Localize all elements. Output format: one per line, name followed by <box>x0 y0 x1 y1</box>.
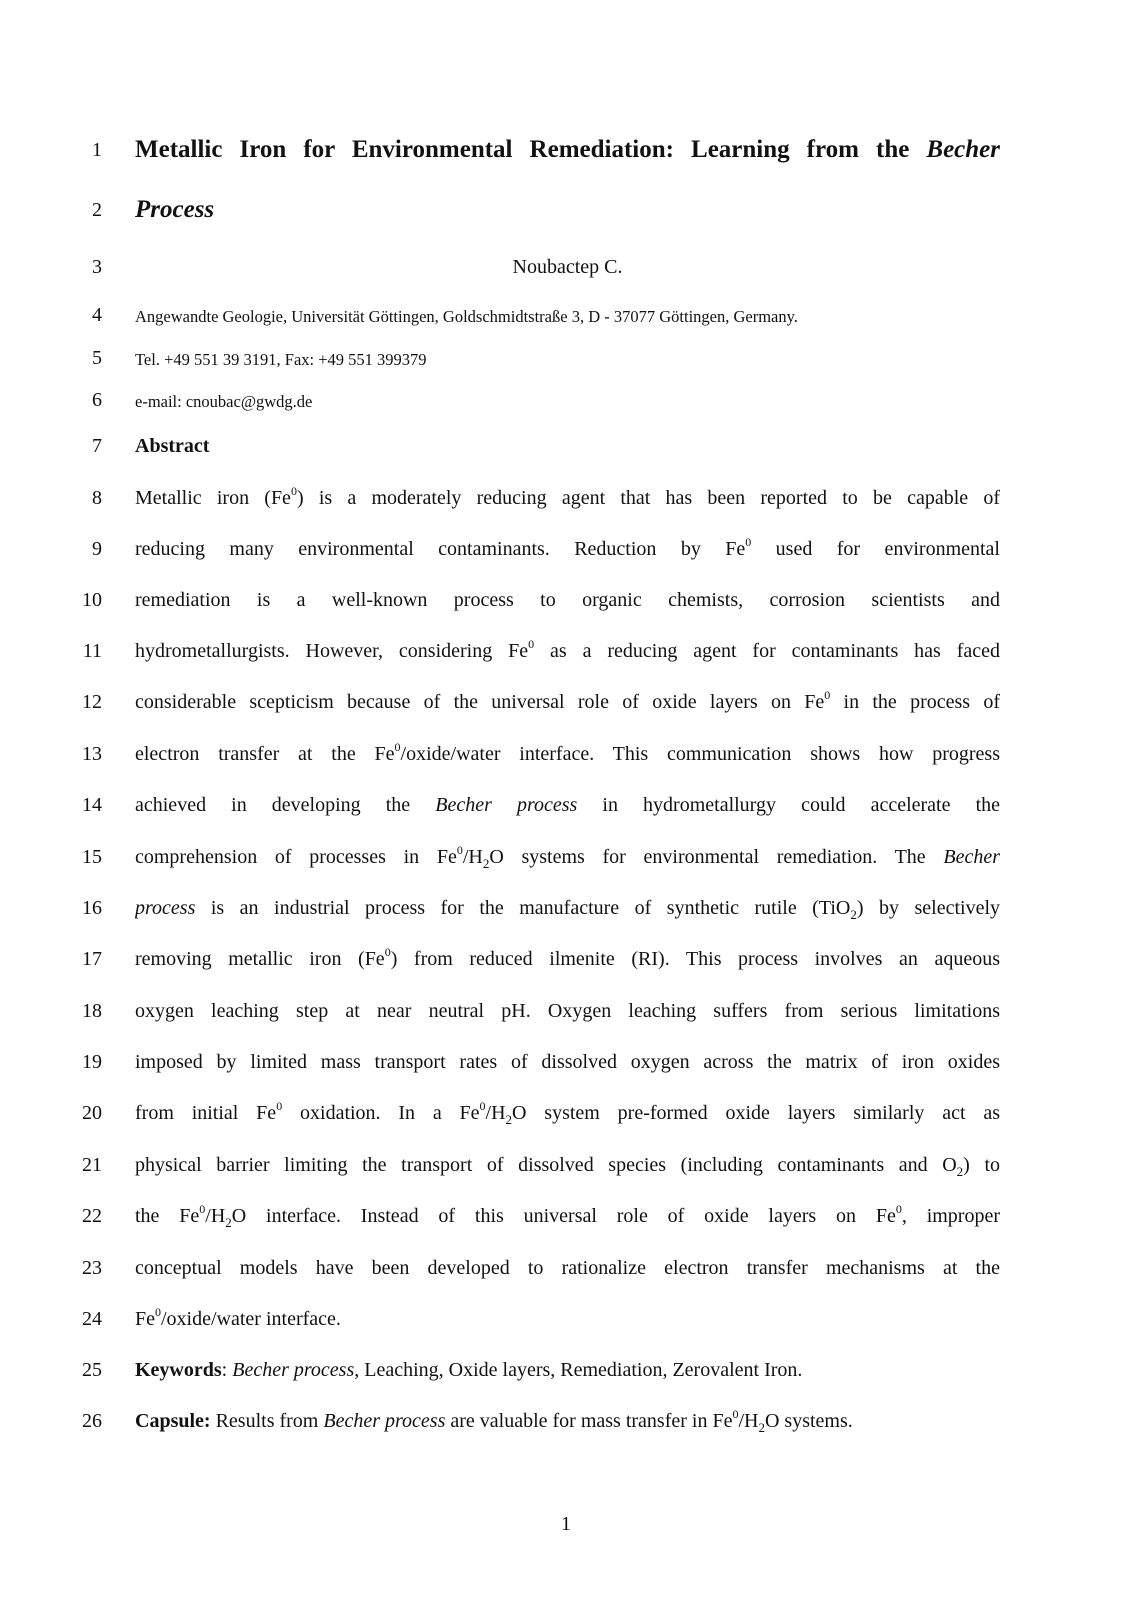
abstract-line <box>135 793 1000 817</box>
page-number: 1 <box>561 1513 571 1535</box>
abstract-line <box>135 742 1000 766</box>
text: remediation is a well-known process to organic chemists, corrosion scientists and <box>135 589 1000 611</box>
abstract-line <box>135 1101 1000 1125</box>
italic-text: process <box>135 897 196 919</box>
text: in hydrometallurgy could accelerate the <box>577 794 1000 816</box>
superscript: 0 <box>824 690 831 702</box>
abstract-line <box>135 1307 1000 1331</box>
abstract-line <box>135 486 1000 510</box>
text: ) to <box>963 1154 1000 1176</box>
abstract-line <box>135 1256 1000 1280</box>
italic-text: Becher process <box>435 794 578 816</box>
abstract-line <box>135 1153 1000 1177</box>
abstract-line <box>135 947 1000 971</box>
text: physical barrier limiting the transport of dissolved species (including contaminants and O <box>135 1154 957 1176</box>
line-number: 25 <box>82 1359 102 1381</box>
text: in the process of <box>830 691 1000 713</box>
text: Results from <box>210 1410 324 1432</box>
title-italic: Process <box>135 196 215 223</box>
abstract-line <box>135 690 1000 714</box>
text: /H <box>485 1102 506 1124</box>
text: comprehension of processes in Fe <box>135 846 457 868</box>
text: , Leaching, Oxide layers, Remediation, Zerovalent Iron. <box>354 1359 803 1381</box>
text: Metallic iron (Fe <box>135 487 291 509</box>
text: O systems. <box>764 1410 853 1432</box>
line-number: 11 <box>82 640 102 662</box>
keywords-label: Keywords <box>135 1359 222 1381</box>
phone-fax: Tel. +49 551 39 3191, Fax: +49 551 399379 <box>135 350 427 369</box>
abstract-line <box>135 639 1000 663</box>
line-number: 1 <box>92 139 102 161</box>
text: Fe <box>135 1308 155 1330</box>
text: O interface. Instead of this universal role of oxide layers on Fe <box>231 1205 896 1227</box>
superscript: 0 <box>895 1204 902 1216</box>
line-number: 26 <box>82 1410 102 1432</box>
text: achieved in developing the <box>135 794 436 816</box>
line-number: 21 <box>82 1154 102 1176</box>
subscript: 2 <box>505 1112 513 1125</box>
line-number: 23 <box>82 1257 102 1279</box>
text: /H <box>462 846 483 868</box>
abstract-line <box>135 1204 1000 1228</box>
text: removing metallic iron (Fe <box>135 948 385 970</box>
affiliation: Angewandte Geologie, Universität Göttingen, Goldschmidtstraße 3, D - 37077 Göttingen, Germany. <box>135 307 798 326</box>
superscript: 0 <box>528 639 535 651</box>
line-number: 2 <box>92 199 102 221</box>
text: hydrometallurgists. However, considering Fe <box>135 640 529 662</box>
line-number: 24 <box>82 1308 102 1330</box>
line-number: 17 <box>82 948 102 970</box>
line-number: 14 <box>82 794 102 816</box>
line-number: 22 <box>82 1205 102 1227</box>
line-number: 9 <box>92 538 102 560</box>
text: used for environmental <box>751 538 1000 560</box>
subscript: 2 <box>850 907 857 920</box>
capsule-label: Capsule: <box>135 1410 211 1432</box>
line-number: 15 <box>82 846 102 868</box>
superscript: 0 <box>290 486 297 498</box>
line-number: 3 <box>92 256 102 278</box>
keywords <box>135 1358 1000 1382</box>
line-number: 13 <box>82 743 102 765</box>
line-number: 19 <box>82 1051 102 1073</box>
text: , improper <box>901 1205 1000 1227</box>
line-number: 6 <box>92 389 102 411</box>
text: are valuable for mass transfer in Fe <box>445 1410 733 1432</box>
text: oxidation. In a Fe <box>282 1102 480 1124</box>
abstract-heading: Abstract <box>135 435 210 457</box>
line-number: 4 <box>92 304 102 326</box>
abstract-line <box>135 537 1000 561</box>
line-number: 12 <box>82 691 102 713</box>
superscript: 0 <box>155 1305 161 1319</box>
text: from initial Fe <box>135 1102 277 1124</box>
superscript: 0 <box>456 845 463 857</box>
title-line-1 <box>135 135 1000 165</box>
text: electron transfer at the Fe <box>135 743 395 765</box>
line-number: 7 <box>92 435 102 457</box>
capsule <box>135 1409 1000 1433</box>
text: ) by selectively <box>856 897 1000 919</box>
line-number: 8 <box>92 487 102 509</box>
subscript: 2 <box>482 856 490 869</box>
line-number: 20 <box>82 1102 102 1124</box>
text: /H <box>205 1205 226 1227</box>
subscript: 2 <box>758 1420 765 1435</box>
text: /H <box>738 1410 759 1432</box>
text: /oxide/water interface. <box>161 1308 341 1330</box>
abstract-line <box>135 896 1000 920</box>
title-line-2 <box>135 195 1000 225</box>
subscript: 2 <box>956 1164 964 1177</box>
text: ) is a moderately reducing agent that has been reported to be capable of <box>296 487 1000 509</box>
superscript: 0 <box>479 1101 486 1113</box>
line-number: 16 <box>82 897 102 919</box>
text: is an industrial process for the manufacture of synthetic rutile (TiO <box>195 897 851 919</box>
text: as a reducing agent for contaminants has faced <box>534 640 1000 662</box>
text: reducing many environmental contaminants. Reduction by Fe <box>135 538 746 560</box>
text: the Fe <box>135 1205 200 1227</box>
text: : <box>221 1359 233 1381</box>
author: Noubactep C. <box>512 256 623 278</box>
line-number: 18 <box>82 1000 102 1022</box>
superscript: 0 <box>745 537 752 549</box>
italic-text: Becher process <box>232 1359 355 1381</box>
text: conceptual models have been developed to rationalize electron transfer mechanisms at the <box>135 1257 1000 1279</box>
text: oxygen leaching step at near neutral pH. Oxygen leaching suffers from serious limitations <box>135 1000 1000 1022</box>
abstract-line <box>135 999 1000 1023</box>
abstract-line <box>135 1050 1000 1074</box>
title-italic: Becher <box>926 136 1000 163</box>
text: O system pre-formed oxide layers similarly act as <box>512 1102 1000 1124</box>
abstract-line <box>135 845 1000 869</box>
italic-text: Becher <box>943 846 1000 868</box>
text: O systems for environmental remediation. The <box>489 846 944 868</box>
email: e-mail: cnoubac@gwdg.de <box>135 392 313 411</box>
superscript: 0 <box>199 1204 206 1216</box>
superscript: 0 <box>732 1407 739 1421</box>
superscript: 0 <box>384 947 391 959</box>
text: ) from reduced ilmenite (RI). This process involves an aqueous <box>390 948 1000 970</box>
line-number: 5 <box>92 347 102 369</box>
superscript: 0 <box>276 1101 283 1113</box>
abstract-line <box>135 588 1000 612</box>
text: considerable scepticism because of the universal role of oxide layers on Fe <box>135 691 825 713</box>
subscript: 2 <box>225 1215 232 1228</box>
title-text: Metallic Iron for Environmental Remediation: Learning from the <box>135 136 910 163</box>
superscript: 0 <box>394 742 401 754</box>
text: imposed by limited mass transport rates of dissolved oxygen across the matrix of iron oxides <box>135 1051 1000 1073</box>
line-number: 10 <box>82 589 102 611</box>
italic-text: Becher process <box>323 1410 446 1432</box>
text: /oxide/water interface. This communication shows how progress <box>400 743 1000 765</box>
